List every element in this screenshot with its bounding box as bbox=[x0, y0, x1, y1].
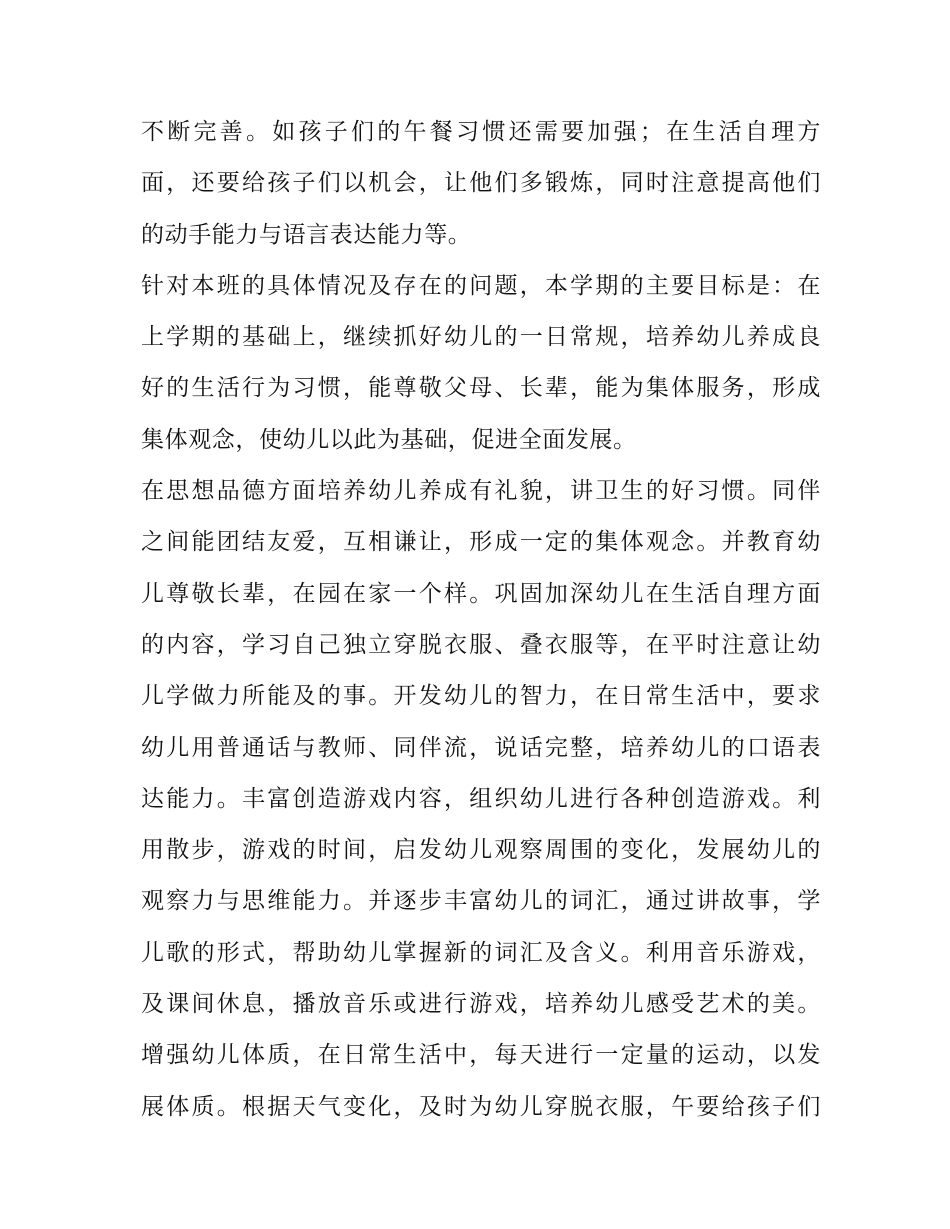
text-line: 好的生活行为习惯，能尊敬父母、长辈，能为集体服务，形成 bbox=[141, 375, 821, 402]
body-text bbox=[141, 107, 821, 1133]
text-line: 之间能团结友爱，互相谦让，形成一定的集体观念。并教育幼 bbox=[141, 529, 821, 556]
text-line: 的动手能力与语言表达能力等。 bbox=[141, 221, 472, 248]
text-line: 在思想品德方面培养幼儿养成有礼貌，讲卫生的好习惯。同伴 bbox=[141, 478, 821, 505]
text-line: 集体观念，使幼儿以此为基础，促进全面发展。 bbox=[141, 426, 637, 453]
text-line: 及课间休息，播放音乐或进行游戏，培养幼儿感受艺术的美。 bbox=[141, 991, 821, 1018]
text-line: 面，还要给孩子们以机会，让他们多锻炼，同时注意提高他们 bbox=[141, 170, 821, 197]
text-line: 儿歌的形式，帮助幼儿掌握新的词汇及含义。利用音乐游戏， bbox=[141, 939, 821, 966]
text-line: 用散步，游戏的时间，启发幼儿观察周围的变化，发展幼儿的 bbox=[141, 837, 821, 864]
text-line: 展体质。根据天气变化，及时为幼儿穿脱衣服，午要给孩子们 bbox=[141, 1093, 821, 1120]
text-line: 幼儿用普通话与教师、同伴流，说话完整，培养幼儿的口语表 bbox=[141, 734, 821, 761]
text-line: 针对本班的具体情况及存在的问题，本学期的主要目标是：在 bbox=[141, 272, 821, 299]
text-line: 的内容，学习自己独立穿脱衣服、叠衣服等，在平时注意让幼 bbox=[141, 631, 821, 658]
text-line: 不断完善。如孩子们的午餐习惯还需要加强；在生活自理方 bbox=[141, 119, 821, 145]
text-line: 达能力。丰富创造游戏内容，组织幼儿进行各种创造游戏。利 bbox=[141, 785, 821, 812]
text-line: 儿尊敬长辈，在园在家一个样。巩固加深幼儿在生活自理方面 bbox=[141, 580, 821, 607]
text-line: 儿学做力所能及的事。开发幼儿的智力，在日常生活中，要求 bbox=[141, 683, 821, 710]
text-line: 上学期的基础上，继续抓好幼儿的一日常规，培养幼儿养成良 bbox=[141, 324, 821, 351]
text-line: 观察力与思维能力。并逐步丰富幼儿的词汇，通过讲故事，学 bbox=[141, 888, 821, 915]
text-line: 增强幼儿体质，在日常生活中，每天进行一定量的运动，以发 bbox=[141, 1042, 821, 1069]
